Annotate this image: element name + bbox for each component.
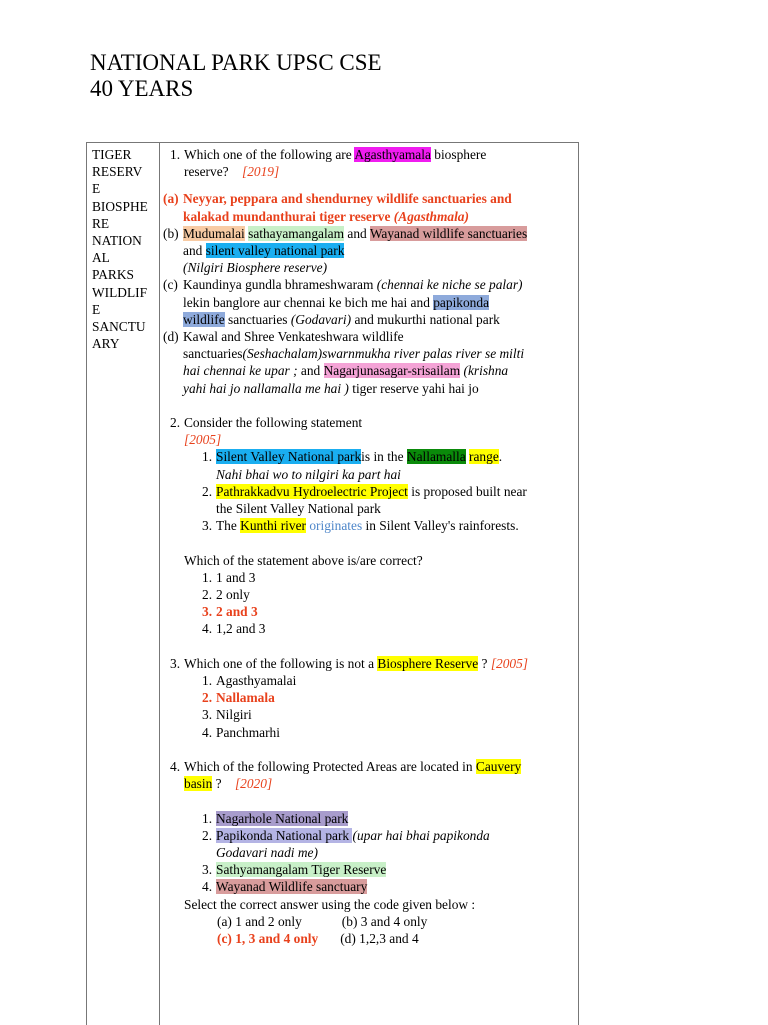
q1-b-hl-2: sathayamangalam xyxy=(248,225,345,241)
q2-option-1 xyxy=(161,569,575,586)
category-line: E xyxy=(92,181,101,197)
q1-text-2: reserve? xyxy=(184,164,229,180)
q4-option-4 xyxy=(161,878,575,895)
q2-statement-1 xyxy=(161,448,575,465)
q3-o1-number: 1. xyxy=(202,673,213,689)
q1-b-label: (b) xyxy=(163,225,179,241)
q2-text: Consider the following statement xyxy=(184,415,363,431)
title-line-2: 40 YEARS xyxy=(90,76,194,101)
spacer xyxy=(161,638,575,655)
q4-post: ? xyxy=(212,776,222,792)
q4-codes-row-2 xyxy=(161,930,575,947)
content-table xyxy=(86,142,579,1025)
q4-hl-2: basin xyxy=(184,776,213,792)
q4-stem xyxy=(161,758,575,775)
q4-code-a: (a) 1 and 2 only xyxy=(217,913,302,929)
q1-d-text-3: and xyxy=(297,363,324,379)
q1-c-text-4: and mukurthi national park xyxy=(351,311,500,327)
q3-year: [2005] xyxy=(490,655,529,671)
q2-number: 2. xyxy=(170,415,181,431)
q3-number: 3. xyxy=(170,655,181,671)
q2-s2-hl: Pathrakkadvu Hydroelectric Project xyxy=(216,483,408,499)
q1-d-text: Kawal and Shree Venkateshwara wildlife xyxy=(183,329,404,345)
q3-option-2-correct xyxy=(161,689,575,706)
q3-option-3 xyxy=(161,706,575,723)
q1-d-note-2: hai chennai ke upar ; xyxy=(183,363,298,379)
q3-o3-number: 3. xyxy=(202,707,213,723)
q2-option-2 xyxy=(161,586,575,603)
q4-o3-number: 3. xyxy=(202,862,213,878)
category-line: PARKS xyxy=(92,267,134,283)
q2-o1-text: 1 and 3 xyxy=(216,569,256,585)
spacer xyxy=(161,534,575,551)
q1-d-text-4: tiger reserve yahi hai jo xyxy=(348,380,479,396)
q2-o4-number: 4. xyxy=(202,621,213,637)
category-line: RE xyxy=(92,215,110,231)
q2-s3-blue: originates xyxy=(306,518,363,534)
q2-statement-2-line2 xyxy=(161,500,575,517)
q2-s3-number: 3. xyxy=(202,518,213,534)
q2-year: [2005] xyxy=(184,432,222,448)
q4-option-3 xyxy=(161,861,575,878)
q1-c-text-3: sanctuaries xyxy=(224,311,291,327)
q2-s1-number: 1. xyxy=(202,449,213,465)
q4-option-2 xyxy=(161,827,575,844)
q1-b-and-2: and xyxy=(183,243,206,259)
q2-option-3-correct xyxy=(161,603,575,620)
q1-option-c-line3 xyxy=(161,311,575,328)
category-line: ARY xyxy=(92,336,120,352)
q2-s1-hl-2: Nallamalla xyxy=(406,449,466,465)
q2-s1-text: is in the xyxy=(361,449,407,465)
q1-b-and: and xyxy=(344,225,370,241)
q3-o3-text: Nilgiri xyxy=(216,707,252,723)
q2-s1-hl-3: range xyxy=(469,449,499,465)
q1-c-hl-2: wildlife xyxy=(183,311,225,327)
q1-a-text-2: kalakad mundanthurai tiger reserve xyxy=(183,208,394,224)
q3-option-1 xyxy=(161,672,575,689)
q2-s2-number: 2. xyxy=(202,483,213,499)
q4-select-text: Select the correct answer using the code given below : xyxy=(184,896,476,912)
q4-o4-text: Wayanad Wildlife sanctuary xyxy=(216,879,368,895)
q1-a-text: Neyyar, peppara and shendurney wildlife sanctuaries and xyxy=(183,191,512,207)
q4-code-c-correct: (c) 1, 3 and 4 only xyxy=(217,931,319,947)
q1-text: Which one of the following are xyxy=(184,147,355,162)
q2-ask xyxy=(161,552,575,569)
q1-c-hl: papikonda xyxy=(433,294,490,310)
q1-option-b-line2 xyxy=(161,242,575,259)
q4-option-2-line2 xyxy=(161,844,575,861)
q1-number: 1. xyxy=(170,147,181,162)
q4-o4-number: 4. xyxy=(202,879,213,895)
q1-option-b-note xyxy=(161,259,575,276)
category-line: E xyxy=(92,301,101,317)
q1-b-note: (Nilgiri Biosphere reserve) xyxy=(183,260,328,276)
q4-o2-note: (upar hai bhai papikonda xyxy=(352,827,490,843)
q1-option-a-line2 xyxy=(161,208,575,225)
q2-stem xyxy=(161,414,575,431)
q2-o1-number: 1. xyxy=(202,569,213,585)
q2-s1-note: Nahi bhai wo to nilgiri ka part hai xyxy=(216,466,401,482)
q2-s1-end: . xyxy=(498,449,503,465)
q4-text: Which of the following Protected Areas are located in xyxy=(184,759,476,775)
q2-s3-pre: The xyxy=(216,518,241,534)
q3-stem xyxy=(161,655,575,672)
q2-o3-text: 2 and 3 xyxy=(216,604,258,620)
q1-option-c-line2 xyxy=(161,294,575,311)
q2-s2-text: is proposed built near xyxy=(407,483,527,499)
q1-d-note-4: yahi hai jo nallamalla me hai ) xyxy=(183,380,349,396)
q1-d-hl: Nagarjunasagar-srisailam xyxy=(323,363,461,379)
q1-option-a xyxy=(161,190,575,207)
spacer xyxy=(161,397,575,414)
q3-option-4 xyxy=(161,724,575,741)
q4-o1-text: Nagarhole National park xyxy=(216,810,349,826)
q4-year: [2020] xyxy=(234,776,273,792)
q2-o2-text: 2 only xyxy=(216,587,250,603)
q1-b-hl-1: Mudumalai xyxy=(183,225,245,241)
q4-codes-row-1 xyxy=(161,913,575,930)
q1-c-note-2: (Godavari) xyxy=(290,311,352,327)
q4-o3-text: Sathyamangalam Tiger Reserve xyxy=(216,862,387,878)
q2-o4-text: 1,2 and 3 xyxy=(216,621,266,637)
q1-option-b xyxy=(161,225,575,242)
q1-b-hl-4: silent valley national park xyxy=(205,243,345,259)
q1-option-d-line4 xyxy=(161,380,575,397)
q3-o1-text: Agasthyamalai xyxy=(216,673,297,689)
q2-s1-hl: Silent Valley National park xyxy=(216,449,362,465)
q1-c-label: (c) xyxy=(163,277,178,293)
q1-c-text: Kaundinya gundla bhrameshwaram xyxy=(183,277,377,293)
q1-d-text-2: sanctuaries xyxy=(183,346,243,362)
q1-c-note: (chennai ke niche se palar) xyxy=(376,277,523,293)
questions-column xyxy=(161,146,575,947)
q1-stem xyxy=(161,146,575,163)
document-title xyxy=(90,50,382,102)
q2-statement-1-note xyxy=(161,466,575,483)
q2-year-line xyxy=(161,431,575,448)
q1-stem-line2 xyxy=(161,163,575,180)
q2-o2-number: 2. xyxy=(202,587,213,603)
q1-a-note: (Agasthmala) xyxy=(393,208,469,224)
q2-s2-text-2: the Silent Valley National park xyxy=(216,501,381,517)
q4-hl: Cauvery xyxy=(475,759,522,775)
category-column xyxy=(92,146,158,352)
q4-code-d: (d) 1,2,3 and 4 xyxy=(340,931,419,947)
q4-option-1 xyxy=(161,810,575,827)
q1-a-label: (a) xyxy=(163,191,179,207)
q1-highlight: Agasthyamala xyxy=(354,147,431,162)
q1-option-d xyxy=(161,328,575,345)
q4-select-line xyxy=(161,896,575,913)
q1-d-note: (Seshachalam)swarnmukha river palas river se milti xyxy=(242,346,525,362)
title-line-1: NATIONAL PARK UPSC CSE xyxy=(90,50,382,75)
q4-code-b: (b) 3 and 4 only xyxy=(341,913,428,929)
spacer xyxy=(161,792,575,809)
q2-statement-3 xyxy=(161,517,575,534)
category-line: RESERV xyxy=(92,164,143,180)
q1-option-c xyxy=(161,276,575,293)
q4-o2-text: Papikonda National park xyxy=(216,827,353,843)
q2-s3-hl: Kunthi river xyxy=(240,518,306,534)
q2-option-4 xyxy=(161,620,575,637)
q1-option-d-line2 xyxy=(161,345,575,362)
q4-stem-line2 xyxy=(161,775,575,792)
q2-statement-2 xyxy=(161,483,575,500)
q3-o4-text: Panchmarhi xyxy=(216,724,280,740)
q4-o2-number: 2. xyxy=(202,827,213,843)
q2-ask-text: Which of the statement above is/are correct? xyxy=(184,552,423,568)
q1-c-text-2: lekin banglore aur chennai ke bich me hai and xyxy=(183,294,434,310)
q4-o2-note-2: Godavari nadi me) xyxy=(216,845,318,861)
q3-text: Which one of the following is not a xyxy=(184,655,378,671)
category-line: BIOSPHE xyxy=(92,198,148,214)
q1-d-note-3: (krishna xyxy=(460,363,509,379)
category-line: WILDLIF xyxy=(92,284,148,300)
category-line: NATION xyxy=(92,233,142,249)
q4-number: 4. xyxy=(170,759,181,775)
q2-s3-text: in Silent Valley's rainforests. xyxy=(362,518,519,534)
spacer xyxy=(161,741,575,758)
q3-o4-number: 4. xyxy=(202,724,213,740)
q3-o2-number: 2. xyxy=(202,690,213,706)
q3-post: ? xyxy=(478,655,491,671)
q1-option-d-line3 xyxy=(161,362,575,379)
column-divider xyxy=(159,143,160,1025)
q1-text-end: biosphere xyxy=(430,147,487,162)
q1-year: [2019] xyxy=(242,164,280,180)
category-line: SANCTU xyxy=(92,319,146,335)
q1-b-hl-3: Wayanad wildlife sanctuaries xyxy=(369,225,528,241)
q2-o3-number: 3. xyxy=(202,604,213,620)
category-line: AL xyxy=(92,250,110,266)
category-line: TIGER xyxy=(92,147,132,162)
q4-o1-number: 1. xyxy=(202,810,213,826)
q3-hl: Biosphere Reserve xyxy=(377,655,479,671)
q1-d-label: (d) xyxy=(163,329,179,345)
q3-o2-text: Nallamala xyxy=(216,690,275,706)
